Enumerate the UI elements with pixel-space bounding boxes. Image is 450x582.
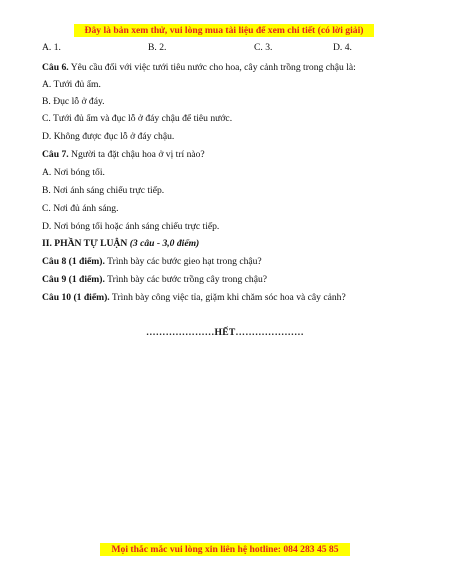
option-a: A. 1. [42, 42, 61, 53]
question-7-text: Người ta đặt chậu hoa ở vị trí nào? [68, 149, 205, 160]
section-2-heading [42, 237, 199, 250]
question-6 [42, 61, 356, 74]
question-9-label: Câu 9 (1 điểm). [42, 274, 105, 285]
section-2-note: (3 câu - 3,0 điểm) [129, 238, 200, 249]
question-8-label: Câu 8 (1 điểm). [42, 256, 105, 267]
question-7-option-d: D. Nơi bóng tối hoặc ánh sáng chiếu trực tiếp. [42, 221, 220, 232]
question-10-label: Câu 10 (1 điểm). [42, 292, 110, 303]
option-c: C. 3. [254, 42, 273, 53]
question-8-text: Trình bày các bước gieo hạt trong chậu? [104, 256, 262, 267]
question-6-label: Câu 6. [42, 62, 69, 73]
question-7-option-b: B. Nơi ánh sáng chiếu trực tiếp. [42, 185, 165, 196]
question-8 [42, 255, 262, 268]
question-6-option-d: D. Không được đục lỗ ở đáy chậu. [42, 131, 175, 142]
question-9 [42, 273, 267, 286]
question-7-label: Câu 7. [42, 149, 69, 160]
question-10 [42, 291, 346, 304]
previous-question-options [42, 41, 372, 54]
question-6-text: Yêu cầu đối với việc tưới tiêu nước cho hoa, cây cảnh trồng trong chậu là: [68, 62, 356, 73]
question-7-option-c: C. Nơi đủ ánh sáng. [42, 203, 119, 214]
end-marker: …………………HẾT………………… [146, 327, 304, 338]
section-2-title: II. PHẦN TỰ LUẬN [42, 238, 128, 249]
question-6-option-b: B. Đục lỗ ở đáy. [42, 96, 105, 107]
footer-banner: Mọi thắc mắc vui lòng xin liên hệ hotline: 084 283 45 85 [100, 543, 350, 556]
option-d: D. 4. [333, 42, 352, 53]
question-10-text: Trình bày công việc tỉa, giặm khi chăm sóc hoa và cây cảnh? [109, 292, 346, 303]
option-b: B. 2. [148, 42, 167, 53]
question-6-option-a: A. Tưới đủ ẩm. [42, 79, 101, 90]
question-7-option-a: A. Nơi bóng tối. [42, 167, 105, 178]
question-6-option-c: C. Tưới đủ ẩm và đục lỗ ở đáy chậu để tiêu nước. [42, 113, 233, 124]
question-9-text: Trình bày các bước trồng cây trong chậu? [104, 274, 268, 285]
question-7 [42, 148, 205, 161]
header-banner: Đây là bản xem thử, vui lòng mua tài liệu để xem chi tiết (có lời giải) [74, 24, 374, 37]
